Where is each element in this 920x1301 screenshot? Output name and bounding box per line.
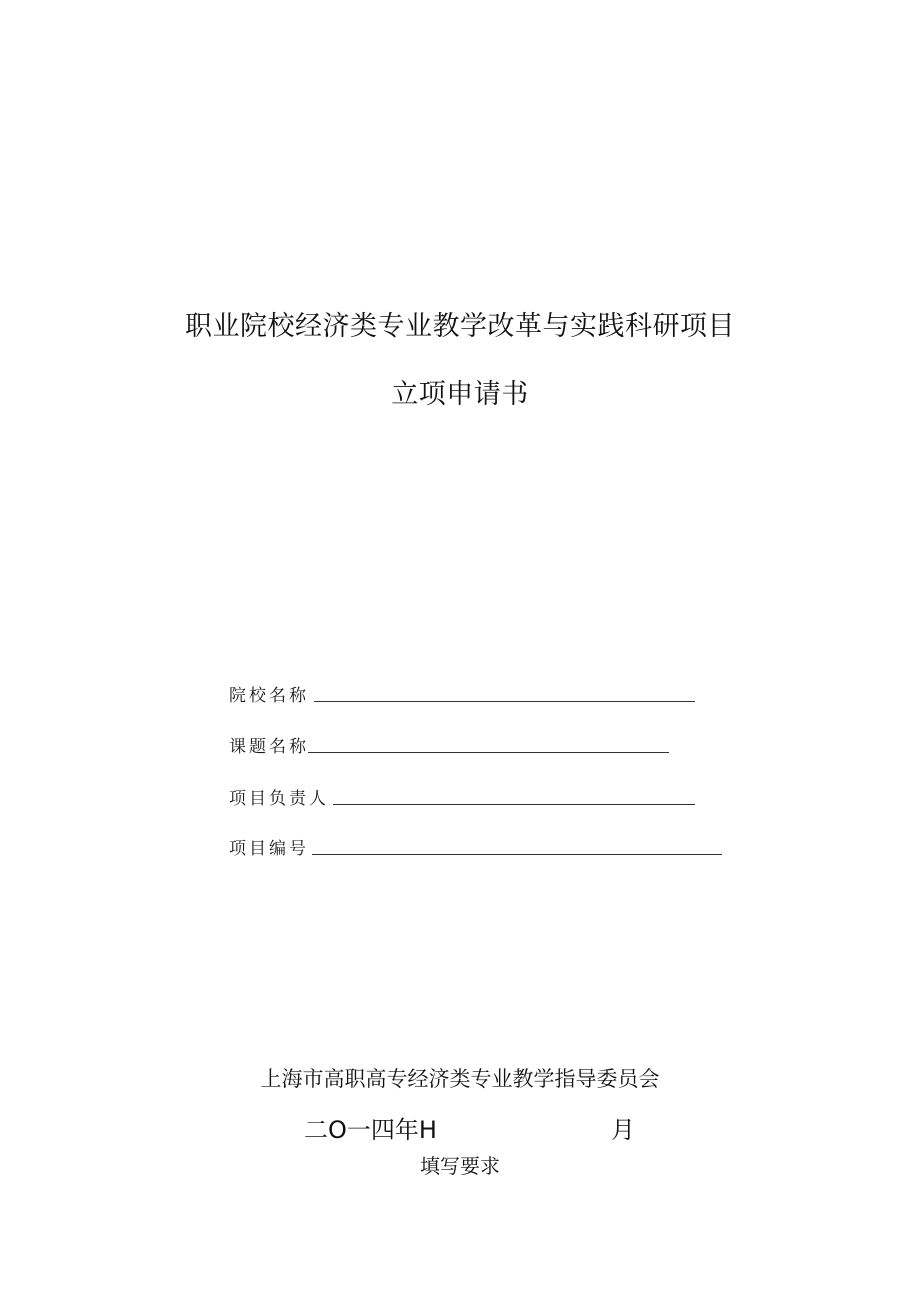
- field-line-project-leader[interactable]: [333, 804, 695, 805]
- date-year: 二O一四年H: [304, 1116, 437, 1144]
- field-line-topic-name[interactable]: [308, 752, 669, 753]
- organization-name: 上海市高职高专经济类专业教学指导委员会: [260, 1067, 660, 1091]
- field-label-project-number: 项目编号: [229, 839, 309, 859]
- field-label-project-leader: 项目负责人: [229, 789, 329, 809]
- field-label-school-name: 院校名称: [229, 686, 309, 706]
- field-line-project-number[interactable]: [312, 854, 722, 855]
- field-label-topic-name: 课题名称: [229, 737, 309, 757]
- requirements-heading: 填写要求: [420, 1154, 500, 1178]
- document-subtitle: 立项申请书: [391, 379, 529, 410]
- document-title: 职业院校经济类专业教学改革与实践科研项目: [185, 311, 735, 342]
- field-line-school-name[interactable]: [314, 701, 695, 702]
- date-month: 月: [611, 1116, 635, 1144]
